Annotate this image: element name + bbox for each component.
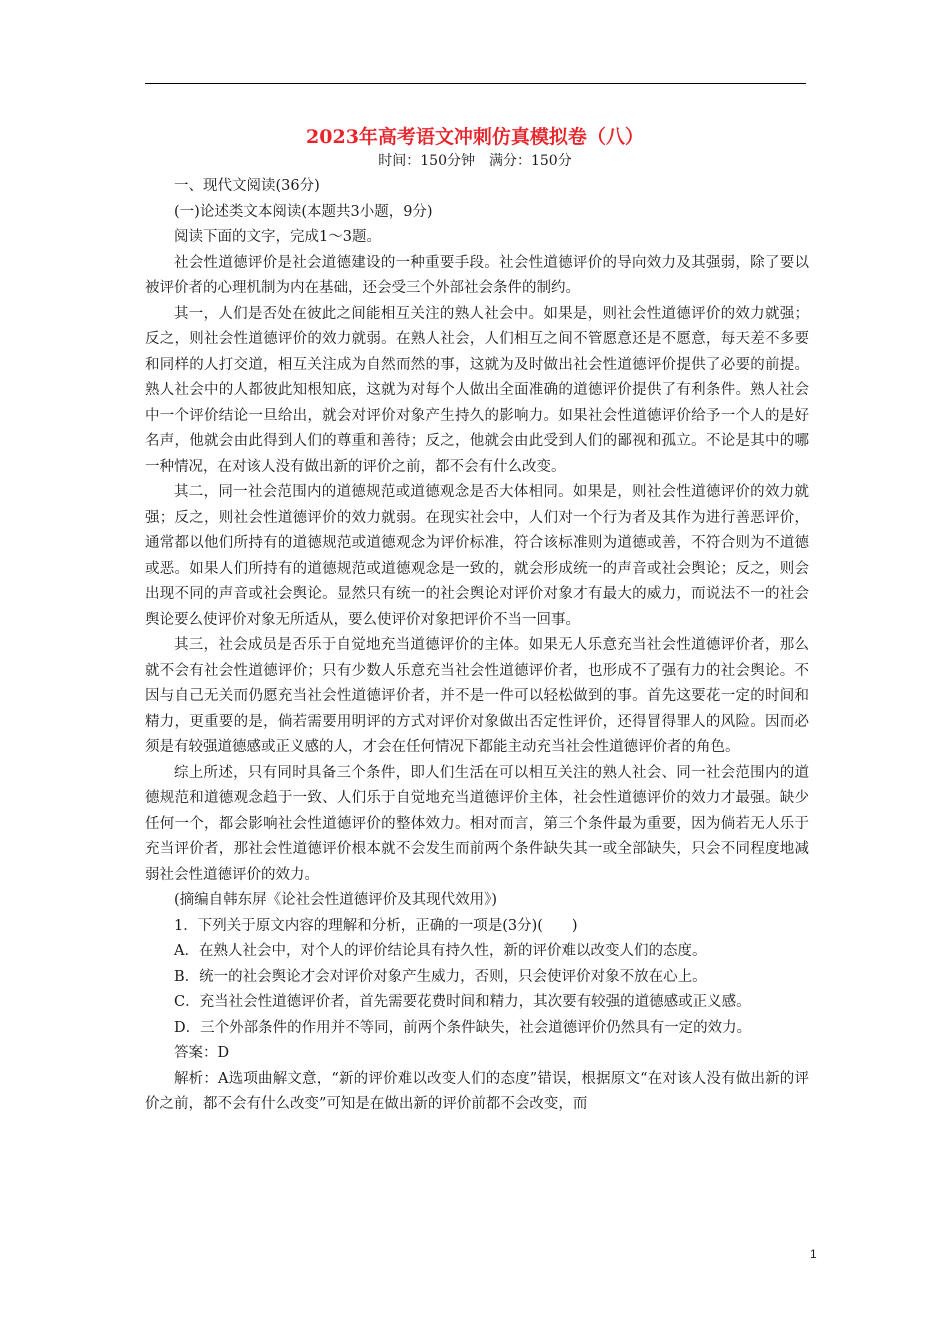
page-title: 2023年高考语文冲刺仿真模拟卷（八） (306, 126, 644, 148)
question-1: 1．下列关于原文内容的理解和分析，正确的一项是(3分)( ) (174, 917, 578, 934)
option-a: A．在熟人社会中，对个人的评价结论具有持久性，新的评价难以改变人们的态度。 (174, 943, 707, 959)
section-heading: 一、现代文阅读(36分) (174, 178, 320, 194)
paragraph: 其二，同一社会范围内的道德规范或道德观念是否大体相同。如果是，则社会性道德评价的效力就强；反之，则社会性道德评价的效力就弱。在现实社会中，人们对一个行为者及其作为进行善恶评价，通常都以他们所持有的道德规范或道德观念为评价标准，符合该标准则为道德或善，不符合则为不道德或恶。如果人们所持有的道德规范或道德观念是一致的，就会形成统一的声音或社会舆论；反之，则会出现不同的声音或社会舆论。显然只有统一的社会舆论对评价对象才有最大的威力，而说法不一的社会舆论要么使评价对象无所适从，要么使评价对象把评价不当一回事。 (145, 484, 809, 628)
paragraph: 综上所述，只有同时具备三个条件，即人们生活在可以相互关注的熟人社会、同一社会范围内的道德规范和道德观念趋于一致、人们乐于自觉地充当道德评价主体，社会性道德评价的效力才最强。缺少任何一个，都会影响社会性道德评价的整体效力。相对而言，第三个条件最为重要，因为倘若无人乐于充当评价者，那社会性道德评价根本就不会发生而前两个条件缺失其一或全部缺失，只会不同程度地减弱社会性道德评价的效力。 (145, 764, 809, 883)
exam-time-score: 时间：150分钟 满分：150分 (378, 153, 572, 169)
paragraph: 其三，社会成员是否乐于自觉地充当道德评价的主体。如果无人乐意充当社会性道德评价者，那么就不会有社会性道德评价；只有少数人乐意充当社会性道德评价者，也形成不了强有力的社会舆论。不因与自己无关而仍愿充当社会性道德评价者，并不是一件可以轻松做到的事。首先这要花一定的时间和精力，更重要的是，倘若需要用明评的方式对评价对象做出否定性评价，还得冒得罪人的风险。因而必须是有较强道德感或正义感的人，才会在任何情况下都能主动充当社会性道德评价者的角色。 (145, 637, 809, 755)
option-c: C．充当社会性道德评价者，首先需要花费时间和精力，其次要有较强的道德感或正义感。 (174, 994, 751, 1010)
paragraph: 其一，人们是否处在彼此之间能相互关注的熟人社会中。如果是，则社会性道德评价的效力就强；反之，则社会性道德评价的效力就弱。在熟人社会，人们相互之间不管愿意还是不愿意，每天差不多要和同样的人打交道，相互关注成为自然而然的事，这就为及时做出社会性道德评价提供了必要的前提。熟人社会中的人都彼此知根知底，这就为对每个人做出全面准确的道德评价提供了有利条件。熟人社会中一个评价结论一旦给出，就会对评价对象产生持久的影响力。如果社会性道德评价给予一个人的是好名声，他就会由此得到人们的尊重和善待；反之，他就会由此受到人们的鄙视和孤立。不论是其中的哪一种情况，在对该人没有做出新的评价之前，都不会有什么改变。 (145, 305, 809, 475)
instruction: 阅读下面的文字，完成1～3题。 (174, 229, 381, 245)
document-body (145, 174, 809, 1118)
option-b: B．统一的社会舆论才会对评价对象产生威力，否则，只会使评价对象不放在心上。 (174, 968, 707, 985)
source-citation: (摘编自韩东屏《论社会性道德评价及其现代效用》) (174, 892, 498, 908)
answer: 答案：D (174, 1045, 230, 1061)
paragraph: 社会性道德评价是社会道德建设的一种重要手段。社会性道德评价的导向效力及其强弱，除了要以被评价者的心理机制为内在基础，还会受三个外部社会条件的制约。 (145, 254, 809, 296)
analysis: 解析：A选项曲解文意，“新的评价难以改变人们的态度”错误，根据原文“在对该人没有做出新的评价之前，都不会有什么改变”可知是在做出新的评价前都不会改变，而 (145, 1070, 809, 1112)
header-rule (145, 83, 806, 84)
page-number: 1 (810, 1247, 817, 1261)
option-d: D．三个外部条件的作用并不等同，前两个条件缺失，社会道德评价仍然具有一定的效力。 (174, 1019, 752, 1036)
subsection-heading: (一)论述类文本阅读(本题共3小题，9分) (174, 203, 433, 220)
